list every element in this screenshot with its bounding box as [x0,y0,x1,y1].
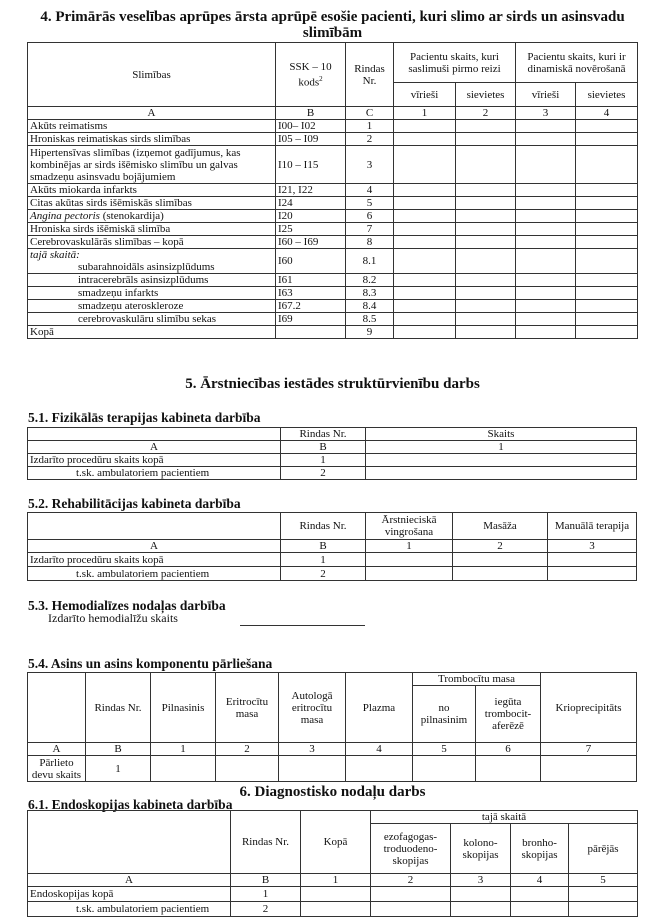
header-row-no: Rindas Nr. [231,811,301,874]
column-letter: 7 [541,743,637,756]
header-erythrocytes: Eritrocītu masa [216,673,279,743]
value-cell[interactable] [394,146,456,184]
header-whole-blood: Pilnasinis [151,673,216,743]
row-label: t.sk. ambulatoriem pacientiem [28,567,281,581]
table-row [28,184,638,197]
section-5-3-title: 5.3. Hemodialīzes nodaļas darbība [28,598,226,613]
table-row [28,287,638,300]
hemodialysis-count-field[interactable] [240,625,365,626]
value-cell[interactable] [576,313,638,326]
row-number: 7 [346,223,394,236]
value-cell[interactable] [516,300,576,313]
column-letter: 4 [576,107,638,120]
table-row [28,467,637,480]
table-row [28,300,638,313]
value-cell[interactable] [456,287,516,300]
value-cell[interactable] [456,197,516,210]
column-letter: 3 [516,107,576,120]
transfusion-table [27,672,637,782]
value-cell[interactable] [516,210,576,223]
header-row-no: Rindas Nr. [86,673,151,743]
header-egd: ezofagogas-troduodeno-skopijas [371,824,451,874]
value-cell[interactable] [456,300,516,313]
column-letter: 4 [511,874,569,887]
value-cell[interactable] [456,184,516,197]
column-header [28,428,281,441]
table-row [28,887,638,902]
rehab-table [27,512,637,581]
value-cell[interactable] [516,146,576,184]
row-label: Endoskopijas kopā [28,887,231,902]
table-row [28,210,638,223]
column-letter: B [86,743,151,756]
value-cell[interactable] [576,120,638,133]
icd-code: I61 [276,274,346,287]
value-cell[interactable] [576,210,638,223]
value-cell[interactable] [548,567,637,581]
value-cell[interactable] [476,756,541,782]
disease-name: Hroniska sirds išēmiskā slimība [28,223,276,236]
column-letter: 3 [548,540,637,553]
value-cell[interactable] [541,756,637,782]
value-cell[interactable] [453,553,548,567]
column-letter-row [28,743,637,756]
column-header: Manuālā terapija [548,513,637,540]
section-6-title: 6. Diagnostisko nodaļu darbs [239,784,426,800]
value-cell[interactable] [456,274,516,287]
value-cell[interactable] [394,236,456,249]
value-cell[interactable] [456,133,516,146]
value-cell[interactable] [301,902,371,917]
table-row [28,326,638,339]
value-cell[interactable] [516,274,576,287]
disease-name: smadzeņu ateroskleroze [28,300,276,313]
section-5-title: 5. Ārstniecības iestādes struktūrvienību darbs [185,376,480,392]
value-cell[interactable] [576,133,638,146]
value-cell[interactable] [216,756,279,782]
value-cell[interactable] [371,902,451,917]
column-letter: B [281,540,366,553]
value-cell[interactable] [366,454,637,467]
value-cell[interactable] [511,902,569,917]
row-number: 9 [346,326,394,339]
value-cell[interactable] [453,567,548,581]
value-cell[interactable] [569,887,638,902]
icd-code: I60 – I69 [276,236,346,249]
value-cell[interactable] [394,326,456,339]
icd-code: I05 – I09 [276,133,346,146]
table-row [28,146,638,184]
section-5-1-title: 5.1. Fizikālās terapijas kabineta darbība [28,410,261,425]
row-number: 3 [346,146,394,184]
column-header: Masāža [453,513,548,540]
header-men: vīrieši [394,83,456,107]
row-number: 2 [281,467,366,480]
header-bronchoscopy: bronho-skopijas [511,824,569,874]
header-men: vīrieši [516,83,576,107]
value-cell[interactable] [576,287,638,300]
column-letter-row [28,107,638,120]
value-cell[interactable] [451,902,511,917]
value-cell[interactable] [451,887,511,902]
column-letter: 1 [366,441,637,454]
value-cell[interactable] [394,223,456,236]
value-cell[interactable] [576,184,638,197]
value-cell[interactable] [394,249,456,274]
value-cell[interactable] [456,249,516,274]
table-row [28,249,638,274]
disease-name [28,210,276,223]
value-cell[interactable] [576,274,638,287]
column-letter: 2 [371,874,451,887]
row-number: 8.3 [346,287,394,300]
value-cell[interactable] [516,133,576,146]
header-row [28,428,637,441]
header-disease: Slimības [28,43,276,107]
disease-name [28,249,276,274]
column-letter-row [28,874,638,887]
column-letter: 1 [366,540,453,553]
icd-code: I60 [276,249,346,274]
value-cell[interactable] [511,887,569,902]
disease-name: Hroniskas reimatiskas sirds slimības [28,133,276,146]
value-cell[interactable] [456,210,516,223]
column-letter: 5 [413,743,476,756]
value-cell[interactable] [346,756,413,782]
value-cell[interactable] [279,756,346,782]
value-cell[interactable] [394,184,456,197]
row-label: t.sk. ambulatoriem pacientiem [28,467,281,480]
value-cell[interactable] [456,236,516,249]
title-line-1: 4. Primārās veselības aprūpes ārsta aprūpē esošie pacienti, kuri slimo ar sirds un asinsvadu [40,9,625,25]
header-platelets: Trombocītu masa [413,673,541,686]
column-letter: A [28,874,231,887]
row-number: 8.2 [346,274,394,287]
header-blank [28,673,86,743]
value-cell[interactable] [456,223,516,236]
value-cell[interactable] [569,902,638,917]
icd-code: I10 – I15 [276,146,346,184]
column-letter: 2 [216,743,279,756]
column-letter: 2 [453,540,548,553]
value-cell[interactable] [548,553,637,567]
header-cryo: Krioprecipitāts [541,673,637,743]
icd-code: I21, I22 [276,184,346,197]
disease-name: Cerebrovaskulārās slimības – kopā [28,236,276,249]
column-letter: 1 [394,107,456,120]
value-cell[interactable] [576,300,638,313]
table-row [28,313,638,326]
header-row-no: Rindas Nr. [346,43,394,107]
column-letter: 3 [279,743,346,756]
sub-disease-name: subarahnoidāls asinsizplūdums [78,261,215,273]
value-cell[interactable] [456,120,516,133]
row-label: Izdarīto procedūru skaits kopā [28,454,281,467]
value-cell[interactable] [371,887,451,902]
disease-name: Akūts reimatisms [28,120,276,133]
hemodialysis-label: Izdarīto hemodialīžu skaits [48,611,178,625]
icd-code: I24 [276,197,346,210]
column-header: Ārstnieciskā vingrošana [366,513,453,540]
row-number: 1 [281,454,366,467]
row-number: 1 [231,887,301,902]
header-total: Kopā [301,811,371,874]
value-cell[interactable] [456,313,516,326]
value-cell[interactable] [366,567,453,581]
row-number: 2 [281,567,366,581]
icd-code: I67.2 [276,300,346,313]
icd-code: I00– I02 [276,120,346,133]
column-letter: A [28,107,276,120]
header-row [28,513,637,540]
header-colonoscopy: kolono-skopijas [451,824,511,874]
header-including: tajā skaitā [371,811,638,824]
value-cell[interactable] [576,197,638,210]
value-cell[interactable] [301,887,371,902]
value-cell[interactable] [456,326,516,339]
value-cell[interactable] [516,120,576,133]
disease-name-suffix: (stenokardija) [99,210,164,222]
table-row [28,197,638,210]
disease-name: Kopā [28,326,276,339]
header-other: pārējās [569,824,638,874]
icd-code: I25 [276,223,346,236]
row-number: 8.4 [346,300,394,313]
section-5-4-title: 5.4. Asins un asins komponentu pārliešana [28,656,273,671]
disease-name: Akūts miokarda infarkts [28,184,276,197]
table-row [28,133,638,146]
row-number: 8.1 [346,249,394,274]
column-header: Rindas Nr. [281,428,366,441]
value-cell[interactable] [516,236,576,249]
column-letter: B [231,874,301,887]
header-blank [28,811,231,874]
row-number: 4 [346,184,394,197]
column-letter: 5 [569,874,638,887]
row-number: 6 [346,210,394,223]
disease-name: cerebrovaskulāru slimību sekas [28,313,276,326]
column-letter: B [276,107,346,120]
header-women: sievietes [456,83,516,107]
column-letter-row [28,441,637,454]
value-cell[interactable] [516,184,576,197]
table-row [28,756,637,782]
column-letter: 6 [476,743,541,756]
value-cell[interactable] [394,313,456,326]
header-apheresis: iegūta trombocit-aferēzē [476,686,541,743]
physio-table [27,427,637,480]
value-cell[interactable] [576,236,638,249]
disease-name: Hipertensīvas slimības (izņemot gadījumus, kas kombinējas ar sirds išēmisko slimību un galvas smadzeņu asinsvadu bojājumiem [28,146,276,184]
row-number: 5 [346,197,394,210]
table-row [28,454,637,467]
value-cell[interactable] [516,313,576,326]
row-number: 8.5 [346,313,394,326]
column-letter: 1 [151,743,216,756]
value-cell[interactable] [394,120,456,133]
disease-name: smadzeņu infarkts [28,287,276,300]
row-number: 1 [346,120,394,133]
icd-code [276,326,346,339]
header-autologous: Autologā eritrocītu masa [279,673,346,743]
row-label: Izdarīto procedūru skaits kopā [28,553,281,567]
value-cell[interactable] [394,210,456,223]
column-header: Rindas Nr. [281,513,366,540]
value-cell[interactable] [576,223,638,236]
column-letter: C [346,107,394,120]
value-cell[interactable] [576,146,638,184]
value-cell[interactable] [516,249,576,274]
value-cell[interactable] [151,756,216,782]
column-letter: 2 [456,107,516,120]
column-letter: 3 [451,874,511,887]
value-cell[interactable] [394,133,456,146]
column-letter: 1 [301,874,371,887]
icd-code: I20 [276,210,346,223]
value-cell[interactable] [516,287,576,300]
table-row [28,236,638,249]
value-cell[interactable] [366,553,453,567]
section-5-2-title: 5.2. Rehabilitācijas kabineta darbība [28,496,241,511]
in-which-label: tajā skaitā: [30,249,80,261]
column-header: Skaits [366,428,637,441]
disease-name-latin: Angina pectoris [30,210,100,222]
row-number: 1 [86,756,151,782]
row-number: 2 [231,902,301,917]
endoscopy-table [27,810,638,917]
row-label: Pārlieto devu skaits [28,756,86,782]
column-letter-row [28,540,637,553]
row-number: 2 [346,133,394,146]
column-letter: A [28,441,281,454]
value-cell[interactable] [394,274,456,287]
header-plasma: Plazma [346,673,413,743]
column-header [28,513,281,540]
title-line-2: slimībām [302,25,363,41]
value-cell[interactable] [413,756,476,782]
column-letter: A [28,540,281,553]
value-cell[interactable] [516,223,576,236]
table-row [28,902,638,917]
value-cell[interactable] [576,249,638,274]
column-letter: A [28,743,86,756]
column-letter: B [281,441,366,454]
value-cell[interactable] [394,300,456,313]
disease-name: Citas akūtas sirds išēmiskās slimības [28,197,276,210]
disease-name: intracerebrāls asinsizplūdums [28,274,276,287]
value-cell[interactable] [516,197,576,210]
table-row [28,553,637,567]
value-cell[interactable] [456,146,516,184]
table-row [28,274,638,287]
column-letter: 4 [346,743,413,756]
row-number: 8 [346,236,394,249]
row-number: 1 [281,553,366,567]
header-from-whole: no pilnasinim [413,686,476,743]
cardio-patients-table [27,42,638,339]
row-label: t.sk. ambulatoriem pacientiem [28,902,231,917]
value-cell[interactable] [576,326,638,339]
value-cell[interactable] [394,197,456,210]
section-4-title [20,9,645,41]
table-row [28,120,638,133]
table-row [28,223,638,236]
value-cell[interactable] [394,287,456,300]
icd-code: I69 [276,313,346,326]
value-cell[interactable] [366,467,637,480]
header-code: SSK – 10 kods$^2$ [276,43,346,107]
table-row [28,567,637,581]
section-6-1-title: 6.1. Endoskopijas kabineta darbība [28,797,233,812]
value-cell[interactable] [516,326,576,339]
header-dynamic: Pacientu skaits, kuri ir dinamiskā novērošanā [516,43,638,83]
header-first-time: Pacientu skaits, kuri saslimuši pirmo reizi [394,43,516,83]
header-women: sievietes [576,83,638,107]
icd-code: I63 [276,287,346,300]
